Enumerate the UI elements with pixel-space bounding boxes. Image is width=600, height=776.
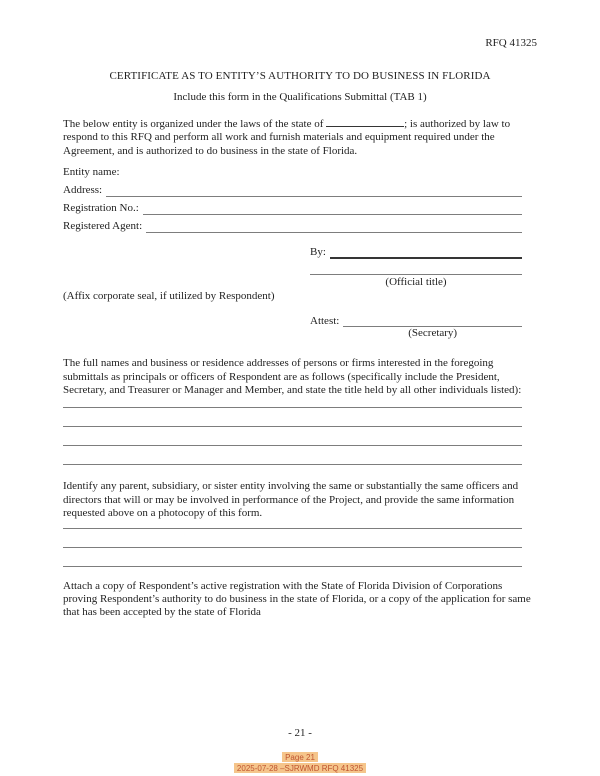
rfq-reference: RFQ 41325 xyxy=(485,37,537,49)
entity-name-label: Entity name: xyxy=(63,166,120,179)
attest-row xyxy=(310,314,522,341)
write-in-line[interactable] xyxy=(63,548,522,567)
related-entities-write-in-block xyxy=(63,521,522,567)
official-title-caption: (Official title) xyxy=(385,275,447,288)
registration-row xyxy=(63,197,522,215)
signature-section xyxy=(63,245,522,342)
write-in-line[interactable] xyxy=(63,521,522,529)
full-names-paragraph: The full names and business or residence addresses of persons or firms interested in the foregoing submittals as principals or officers of Respondent are as follows (specifically include the President, Secretary, and Treasurer or Manager and Member, and state the title held by all other individuals listed): xyxy=(63,357,522,397)
intro-text-before: The below entity is organized under the laws of the state of xyxy=(63,118,324,130)
registration-no-label: Registration No.: xyxy=(63,202,139,215)
write-in-line[interactable] xyxy=(63,408,522,427)
intro-paragraph xyxy=(63,117,537,158)
signature-column xyxy=(310,245,522,340)
principals-write-in-block xyxy=(63,397,522,465)
registered-agent-write-in-line[interactable] xyxy=(146,219,522,233)
write-in-line[interactable] xyxy=(63,529,522,548)
attest-signature-line[interactable] xyxy=(343,314,522,327)
stamp-page-label: Page 21 xyxy=(282,752,318,762)
attest-label: Attest: xyxy=(310,314,340,327)
write-in-line[interactable] xyxy=(63,446,522,465)
registered-agent-label: Registered Agent: xyxy=(63,220,143,233)
identify-paragraph: Identify any parent, subsidiary, or sister entity involving the same or substantially the same officers and directors that will or may be involved in performance of the Project, and provide the same information requested above on a photocopy of this form. xyxy=(63,480,519,520)
stamp-ref-label: 2025-07-28 –SJRWMD RFQ 41325 xyxy=(234,763,366,773)
address-label: Address: xyxy=(63,184,103,197)
entity-name-row xyxy=(63,161,522,179)
footer-stamp xyxy=(0,752,600,774)
document-subtitle: Include this form in the Qualifications Submittal (TAB 1) xyxy=(173,91,427,103)
intro-text-after: ; is authorized by law to respond to this RFQ and perform all work and furnish materials and equipment required under the Agreement, and is authorized to do business in the state of Florida. xyxy=(63,118,511,157)
by-signature-line[interactable] xyxy=(330,245,522,259)
by-label: By: xyxy=(310,246,326,259)
address-row xyxy=(63,179,522,197)
registered-agent-row xyxy=(63,215,522,233)
corporate-seal-note: (Affix corporate seal, if utilized by Respondent) xyxy=(63,290,275,303)
stamp-line-1 xyxy=(0,752,600,762)
registration-no-write-in-line[interactable] xyxy=(143,201,522,215)
stamp-line-2 xyxy=(0,763,600,773)
write-in-line[interactable] xyxy=(63,397,522,408)
secretary-caption: (Secretary) xyxy=(408,327,458,340)
address-write-in-line[interactable] xyxy=(106,183,522,197)
attest-signature-group xyxy=(343,314,522,341)
page-number: - 21 - xyxy=(288,727,312,739)
state-of-blank-line[interactable] xyxy=(326,117,404,127)
attach-paragraph: Attach a copy of Respondent’s active registration with the State of Florida Division of Corporations proving Respondent’s authority to do business in the state of Florida, or a copy of the application for same that has been accepted by the state of Florida xyxy=(63,579,531,619)
document-title: CERTIFICATE AS TO ENTITY’S AUTHORITY TO DO BUSINESS IN FLORIDA xyxy=(109,70,491,82)
by-row xyxy=(310,245,522,259)
write-in-line[interactable] xyxy=(63,427,522,446)
